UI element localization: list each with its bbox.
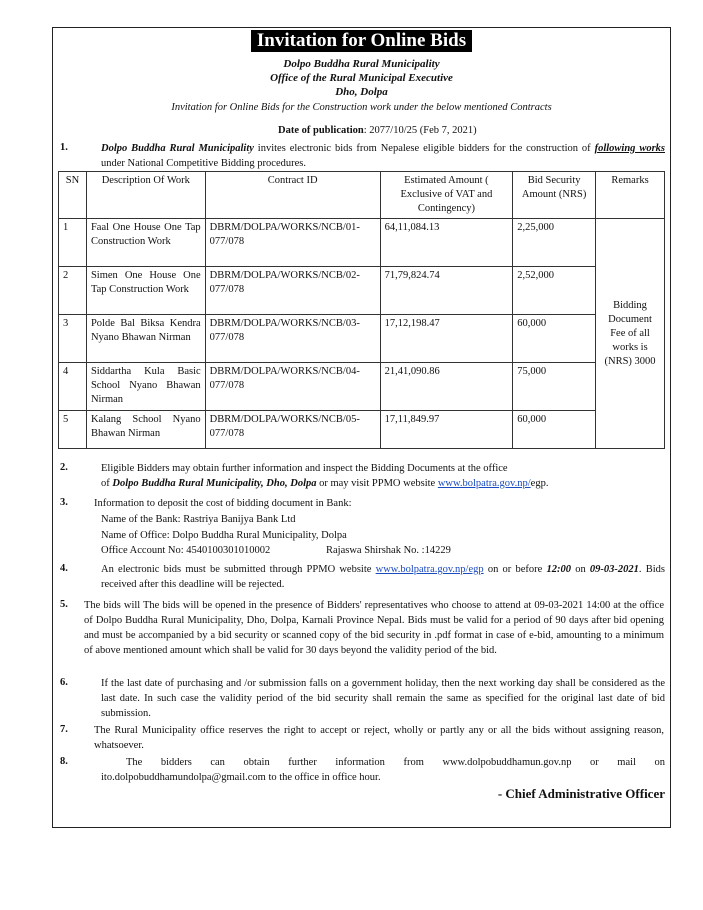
cell-security: 2,25,000	[513, 219, 596, 267]
cell-amount: 64,11,084.13	[380, 219, 513, 267]
cell-security: 75,000	[513, 363, 596, 411]
cell-remarks: Bidding Document Fee of all works is (NRS) 3000	[596, 219, 665, 449]
cell-description: Polde Bal Biksa Kendra Nyano Bhawan Nirman	[86, 315, 205, 363]
item-2-number: 2.	[60, 462, 68, 473]
table-row	[59, 363, 665, 411]
office-location: Dho, Dolpa	[335, 86, 388, 98]
item-6-text: If the last date of purchasing and /or submission falls on a government holiday, then the next working day shall be considered as the last date. In such case the validity period of the bid security shall remain the same as specified for the original last date of bid submission.	[101, 678, 665, 719]
cell-contract-id: DBRM/DOLPA/WORKS/NCB/02-077/078	[205, 267, 380, 315]
item-2-text-a: Eligible Bidders may obtain further information and inspect the Bidding Documents at the office	[101, 463, 508, 474]
cell-contract-id: DBRM/DOLPA/WORKS/NCB/01-077/078	[205, 219, 380, 267]
item-4-text	[101, 562, 665, 592]
cell-contract-id: DBRM/DOLPA/WORKS/NCB/03-077/078	[205, 315, 380, 363]
header-remarks: Remarks	[596, 172, 665, 219]
item-8-text: The bidders can obtain further information from www.dolpobuddhamun.gov.np or mail on ito.dolpobuddhamundolpa@gmail.com to the office in office hour.	[101, 757, 665, 783]
rajaswa-shirshak: Rajaswa Shirshak No. :14229	[326, 545, 451, 556]
item-4-text-d: . Bids received after this deadline will be rejected.	[101, 564, 666, 590]
cell-description: Kalang School Nyano Bhawan Nirman	[86, 411, 205, 449]
item-4-text-c: on	[571, 564, 590, 575]
table-row	[59, 315, 665, 363]
item-3-text: Information to deposit the cost of bidding document in Bank:	[94, 498, 352, 509]
header-description: Description Of Work	[86, 172, 205, 219]
cell-amount: 71,79,824.74	[380, 267, 513, 315]
item-4-text-b: on or before	[483, 564, 547, 575]
office-account: Office Account No: 4540100301010002	[101, 545, 271, 556]
item-7-text: The Rural Municipality office reserves the right to accept or reject, wholly or partly any or all the bids without assigning reason, whatsoever.	[94, 725, 664, 751]
item-4-number: 4.	[60, 563, 68, 574]
publication-date	[278, 124, 477, 138]
header-estimated-amount: Estimated Amount ( Exclusive of VAT and Contingency)	[380, 172, 513, 219]
item-2-text-d: egp.	[530, 478, 549, 489]
item-1-text	[101, 141, 665, 171]
office-name: Office of the Rural Municipal Executive	[270, 72, 453, 84]
cell-amount: 17,12,198.47	[380, 315, 513, 363]
office-name-bank: Name of Office: Dolpo Buddha Rural Municipality, Dolpa	[101, 530, 347, 541]
item-6-number: 6.	[60, 677, 68, 688]
deadline-date: 09-03-2021	[589, 564, 639, 575]
item-2-text	[101, 461, 665, 491]
table-row	[59, 219, 665, 267]
item-1-number: 1.	[60, 142, 68, 153]
cell-description: Siddartha Kula Basic School Nyano Bhawan Nirman	[86, 363, 205, 411]
item-8-number: 8.	[60, 756, 68, 767]
item-1-text-a: invites electronic bids from Nepalese eligible bidders for the construction of	[253, 143, 595, 154]
bolpatra-link[interactable]: www.bolpatra.gov.np/	[437, 478, 531, 489]
cell-sn: 1	[59, 219, 87, 267]
signature: - Chief Administrative Officer	[497, 786, 665, 801]
cell-description: Simen One House One Tap Construction Work	[86, 267, 205, 315]
item-2-text-c: or may visit PPMO website	[316, 478, 438, 489]
item-3-number: 3.	[60, 497, 68, 508]
cell-amount: 17,11,849.97	[380, 411, 513, 449]
item-7-number: 7.	[60, 724, 68, 735]
header-contract-id: Contract ID	[205, 172, 380, 219]
table-row	[59, 411, 665, 449]
page-title: Invitation for Online Bids	[251, 30, 472, 52]
item-1-org: Dolpo Buddha Rural Municipality	[101, 143, 254, 154]
cell-security: 2,52,000	[513, 267, 596, 315]
item-1-text-b: under National Competitive Bidding procedures.	[101, 158, 306, 169]
cell-sn: 5	[59, 411, 87, 449]
invitation-subtitle: Invitation for Online Bids for the Construction work under the below mentioned Contracts	[171, 102, 552, 113]
item-1-em: following works	[594, 143, 666, 154]
cell-sn: 3	[59, 315, 87, 363]
municipality-name: Dolpo Buddha Rural Municipality	[283, 58, 440, 70]
item-2-org: Dolpo Buddha Rural Municipality, Dho, Dolpa	[112, 478, 317, 489]
table-header-row	[59, 172, 665, 219]
cell-description: Faal One House One Tap Construction Work	[86, 219, 205, 267]
bank-name: Name of the Bank: Rastriya Banijya Bank Ltd	[101, 514, 296, 525]
contracts-table	[58, 171, 665, 449]
item-4-text-a: An electronic bids must be submitted through PPMO website	[101, 564, 376, 575]
item-5-number: 5.	[60, 599, 68, 610]
cell-contract-id: DBRM/DOLPA/WORKS/NCB/04-077/078	[205, 363, 380, 411]
header-sn: SN	[59, 172, 87, 219]
cell-sn: 2	[59, 267, 87, 315]
cell-sn: 4	[59, 363, 87, 411]
publication-label: Date of publication	[278, 125, 364, 136]
publication-value: : 2077/10/25 (Feb 7, 2021)	[363, 125, 477, 136]
table-row	[59, 267, 665, 315]
cell-amount: 21,41,090.86	[380, 363, 513, 411]
item-5-text: The bids will The bids will be opened in the presence of Bidders' representatives who choose to attend at 09-03-2021 14:00 at the office of Dolpo Buddha Rural Municipality, Dho, Dolpa, Karnali Province Nepal. Bids must be valid for a period of 90 days after bid opening and must be accompanied by a bid security or scanned copy of the bid security in .pdf format in case of e-bid, amounting to a minimum of above mentioned amount which shall be valid for 30 days beyond the validity period of the bid.	[84, 600, 664, 656]
bolpatra-egp-link[interactable]: www.bolpatra.gov.np/egp	[375, 564, 484, 575]
header-bid-security: Bid Security Amount (NRS)	[513, 172, 596, 219]
cell-security: 60,000	[513, 411, 596, 449]
cell-contract-id: DBRM/DOLPA/WORKS/NCB/05-077/078	[205, 411, 380, 449]
cell-security: 60,000	[513, 315, 596, 363]
deadline-time: 12:00	[546, 564, 572, 575]
item-2-text-b: of	[101, 478, 113, 489]
